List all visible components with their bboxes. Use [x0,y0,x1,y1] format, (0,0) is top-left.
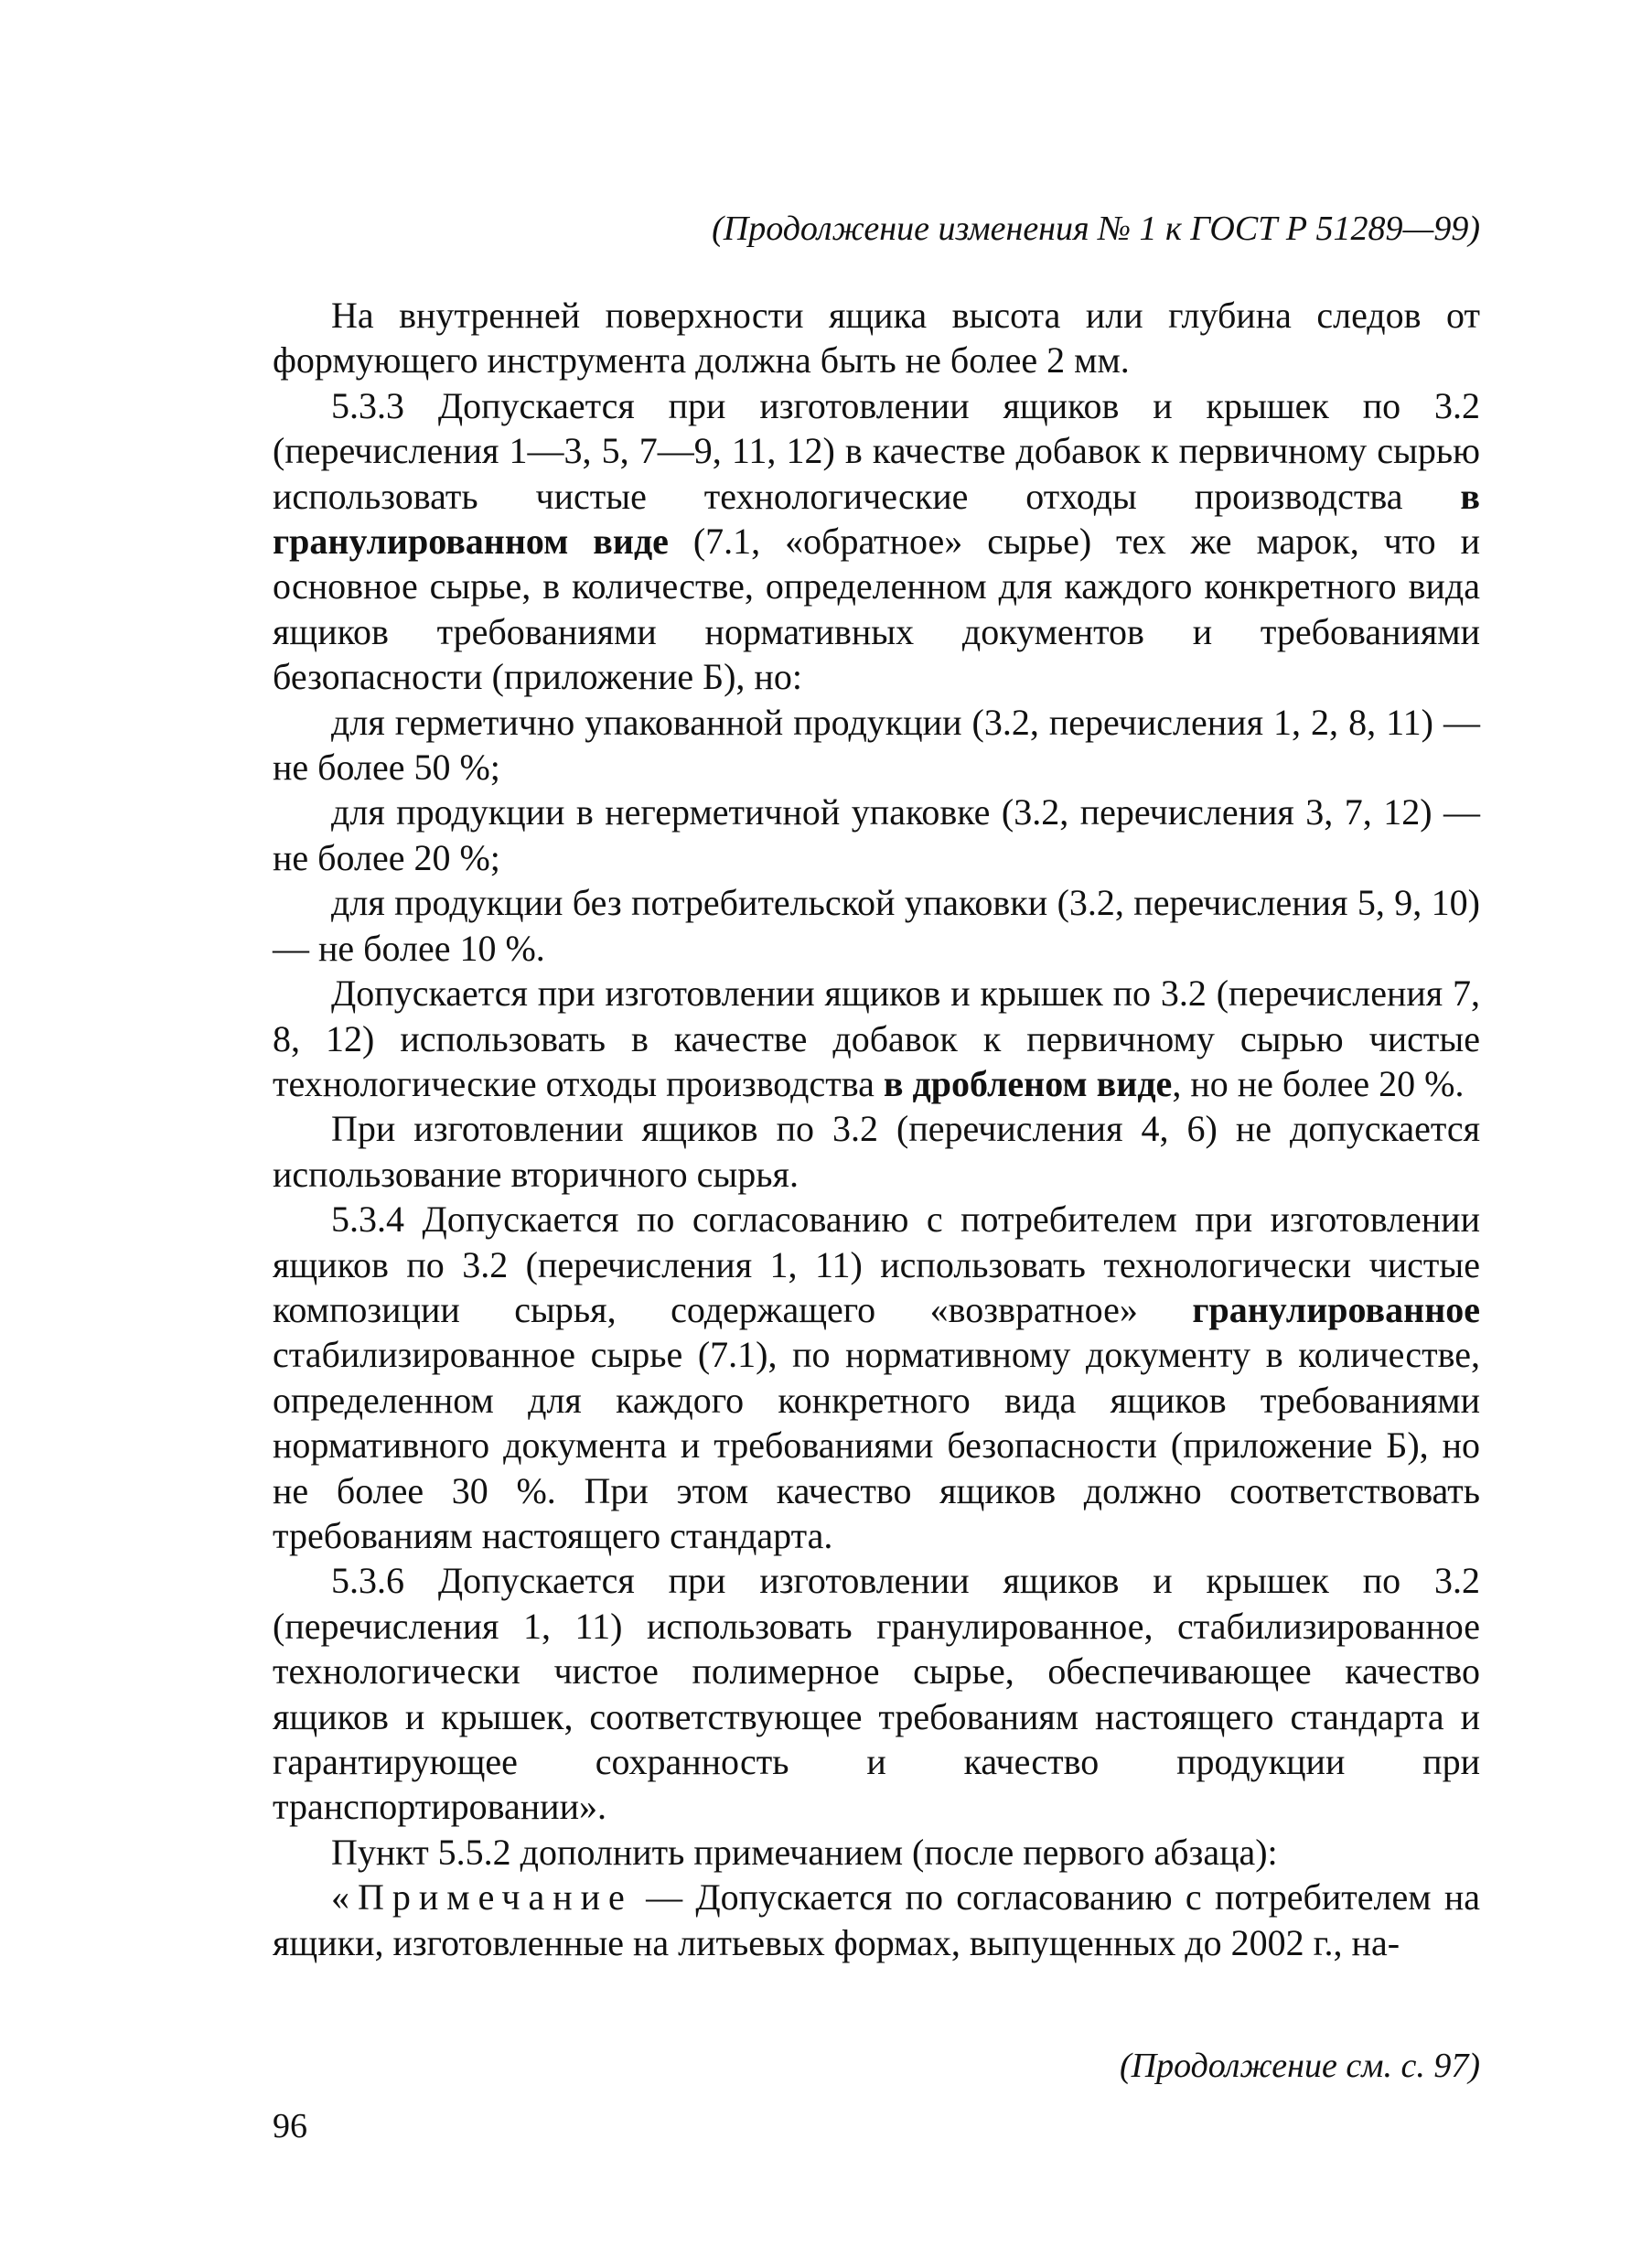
paragraph-1: На внутренней поверхности ящика высота или глубина следов от формующего инструмента должна быть не более 2 мм. [273,295,1480,382]
document-body [273,293,1480,1965]
page-header: (Продолжение изменения № 1 к ГОСТ Р 51289—99) [712,210,1480,248]
paragraph-no-packaging: для продукции без потребительской упаковки (3.2, перечисления 5, 9, 10) — не более 10 %. [273,882,1480,969]
paragraph-5-3-4 [273,1197,1480,1558]
paragraph-text: Допускается при изготовлении ящиков и крышек по 3.2 (перечисления 7, 8, 12) использовать в качестве добавок к первичному сырью чистые технологические отходы производства [273,973,1480,1104]
continued-note: (Продолжение см. с. 97) [1119,2047,1480,2085]
paragraph-text: — Допускается по согласованию с потребителем на ящики, изготовленные на литьевых формах, выпущенных до 2002 г., на- [273,1876,1480,1963]
paragraph-text: (7.1, «обратное» сырье) тех же марок, что и основное сырье, в количестве, определенном для каждого конкретного вида ящиков требованиями нормативных документов и требованиями безопасности (приложение Б), но: [273,521,1480,698]
bold-term: в дробленом виде [883,1062,1173,1104]
bold-term: в гранулированном виде [273,475,1480,563]
paragraph-5-3-3 [273,383,1480,700]
note-label: «Примечание [331,1876,633,1919]
paragraph-hermetic: для герметично упакованной продукции (3.2, перечисления 1, 2, 8, 11) — не более 50 %; [273,701,1480,789]
page-number: 96 [273,2107,307,2145]
paragraph-text: , но не более 20 %. [1172,1062,1465,1104]
paragraph-5-5-2: Пункт 5.5.2 дополнить примечанием (после первого абзаца): [331,1831,1278,1873]
paragraph-text: 5.3.3 Допускается при изготовлении ящиков и крышек по 3.2 (перечисления 1—3, 5, 7—9, 11, 12) в качестве добавок к первичному сырью использовать чистые технологические отходы производства [273,384,1480,517]
paragraph-text: 5.3.4 Допускается по согласованию с потребителем при изготовлении ящиков по 3.2 (перечисления 1, 11) использовать технологически чистые композиции сырья, содержащего «возвратное» [273,1198,1480,1330]
paragraph-nonhermetic: для продукции в негерметичной упаковке (3.2, перечисления 3, 7, 12) — не более 20 %; [273,791,1480,878]
paragraph-text: стабилизированное сырье (7.1), по нормативному документу в количестве, определенном для каждого конкретного вида ящиков требованиями нормативного документа и требованиями безопасности (приложение Б), но не более 30 %. При этом качество ящиков должно соответствовать требованиям настоящего стандарта. [273,1334,1480,1556]
paragraph-note [273,1875,1480,1965]
paragraph-5-3-6: 5.3.6 Допускается при изготовлении ящиков и крышек по 3.2 (перечисления 1, 11) использовать гранулированное, стабилизированное технологически чистое полимерное сырье, обеспечивающее качество ящиков и крышек, соответствующее требованиям настоящего стандарта и гарантирующее сохранность и качество продукции при транспортировании». [273,1560,1480,1828]
paragraph-secondary-raw: При изготовлении ящиков по 3.2 (перечисления 4, 6) не допускается использование вторичного сырья. [273,1108,1480,1195]
paragraph-crushed [273,971,1480,1106]
bold-term: гранулированное [1192,1288,1480,1330]
